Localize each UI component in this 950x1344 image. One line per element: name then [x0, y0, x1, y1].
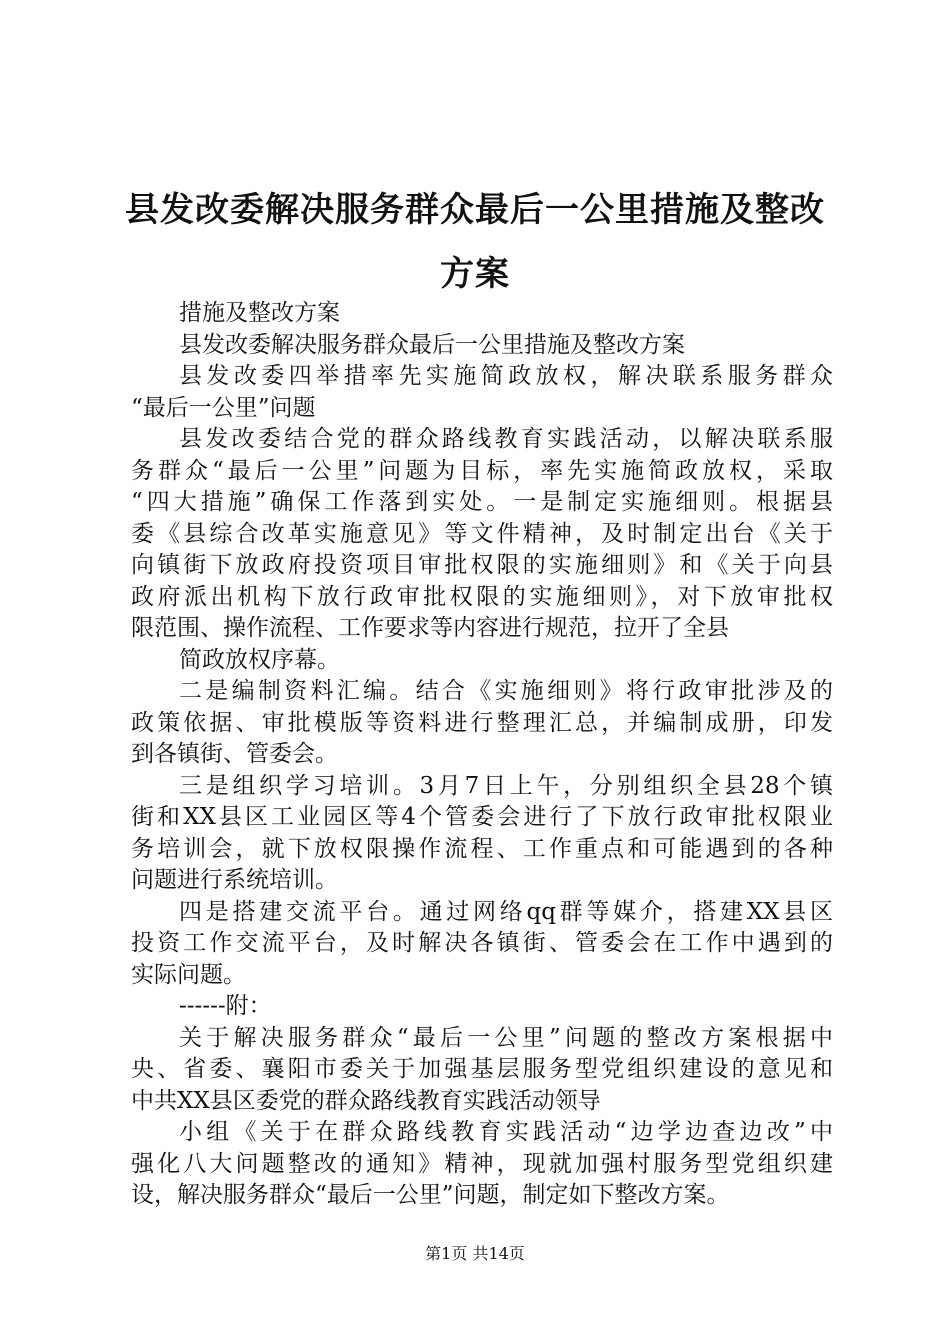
text-line: 简政放权序幕。 [179, 646, 340, 673]
text-line: 投资工作交流平台，及时解决各镇街、管委会在工作中遇到的 [131, 930, 833, 956]
text-line: 县发改委解决服务群众最后一公里措施及整改方案 [179, 331, 685, 358]
text-line: 务群众“最后一公里”问题为目标，率先实施简政放权，采取 [131, 457, 833, 484]
text-line: 措施及整改方案 [179, 300, 340, 326]
page-footer: 第1页 共14页 [425, 1244, 525, 1263]
document-body [131, 298, 833, 1212]
text-line: “最后一公里”问题 [131, 394, 316, 421]
text-line: 二是编制资料汇编。结合《实施细则》将行政审批涉及的 [179, 678, 833, 704]
text-line: 限范围、操作流程、工作要求等内容进行规范，拉开了全县 [131, 615, 729, 641]
text-line: 关于解决服务群众“最后一公里”问题的整改方案根据中 [179, 1024, 833, 1051]
text-line: “四大措施”确保工作落到实处。一是制定实施细则。根据县 [131, 489, 833, 515]
text-line: 政策依据、审批模版等资料进行整理汇总，并编制成册，印发 [131, 709, 833, 736]
text-line: 实际问题。 [131, 961, 246, 988]
text-line: ------附： [179, 993, 272, 1019]
text-line: 政府派出机构下放行政审批权限的实施细则》，对下放审批权 [131, 583, 833, 610]
text-line: 委《县综合改革实施意见》等文件精神，及时制定出台《关于 [131, 520, 833, 547]
text-line: 强化八大问题整改的通知》精神，现就加强村服务型党组织建 [131, 1150, 833, 1177]
text-line: 向镇街下放政府投资项目审批权限的实施细则》和《关于向县 [131, 552, 833, 578]
text-line: 小组《关于在群众路线教育实践活动“边学边查边改”中 [179, 1119, 833, 1145]
text-line: 问题进行系统培训。 [131, 867, 338, 893]
text-line: 县发改委结合党的群众路线教育实践活动，以解决联系服 [179, 426, 833, 452]
text-line: 县发改委四举措率先实施简政放权，解决联系服务群众 [179, 363, 833, 389]
text-line: 中共XX县区委党的群众路线教育实践活动领导 [131, 1087, 601, 1114]
title-line-2: 方案 [440, 254, 510, 294]
text-line: 央、省委、襄阳市委关于加强基层服务型党组织建设的意见和 [131, 1056, 833, 1082]
text-line: 街和XX县区工业园区等4个管委会进行了下放行政审批权限业 [131, 804, 833, 830]
title-line-1: 县发改委解决服务群众最后一公里措施及整改 [125, 190, 825, 230]
text-line: 到各镇街、管委会。 [131, 741, 338, 767]
text-line: 设，解决服务群众“最后一公里”问题，制定如下整改方案。 [131, 1182, 730, 1208]
document-title [110, 178, 840, 306]
text-line: 务培训会，就下放权限操作流程、工作重点和可能遇到的各种 [131, 835, 833, 862]
text-line: 三是组织学习培训。3月7日上午，分别组织全县28个镇 [179, 772, 833, 799]
text-line: 四是搭建交流平台。通过网络qq群等媒介，搭建XX县区 [179, 898, 833, 925]
